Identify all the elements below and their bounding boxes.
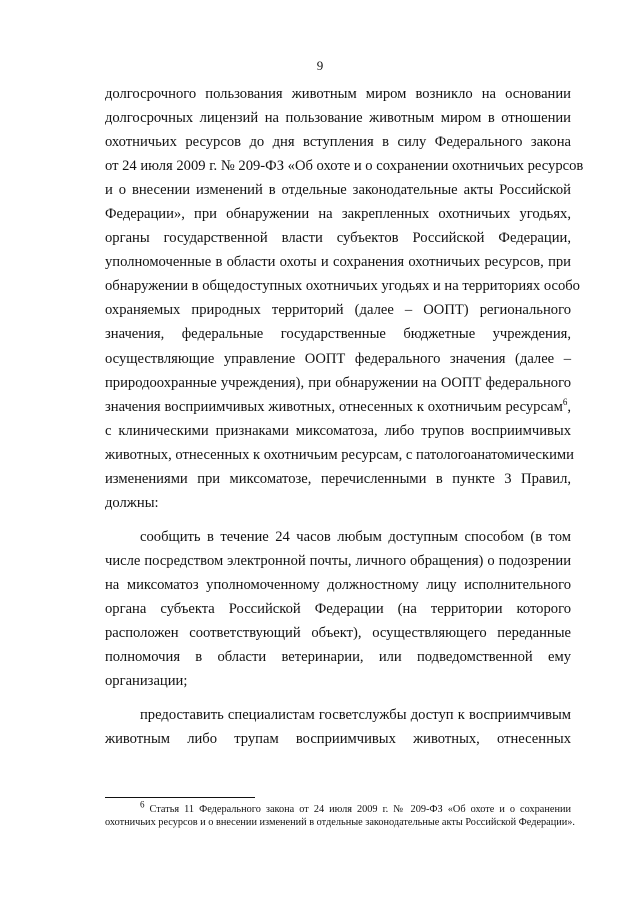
text-line: уполномоченные в области охоты и сохранения охотничьих ресурсов, при [105, 254, 571, 271]
text-line: на миксоматоз уполномоченному должностному лицу исполнительного [105, 576, 571, 593]
text-line: с клиническими признаками миксоматоза, либо трупов восприимчивых [105, 422, 571, 439]
text-line: должны: [105, 494, 159, 511]
paragraph-1 [105, 82, 584, 515]
footnote-line [105, 799, 571, 816]
text-line: организации; [105, 673, 188, 690]
text-line: изменениями при миксоматозе, перечисленными в пункте 3 Правил, [105, 470, 571, 487]
text-line: осуществляющие управление ООПТ федерального значения (далее – [105, 350, 571, 367]
footnote-line: охотничьих ресурсов и о внесении изменений в отдельные законодательные акты Российской Федерации». [105, 817, 576, 828]
text-line: животным либо трупам восприимчивых животных, отнесенных [105, 731, 571, 748]
text-line: долгосрочных лицензий на пользование животным миром в отношении [105, 110, 571, 127]
footnote [105, 799, 576, 829]
footnote-divider [105, 797, 255, 798]
text-line: охраняемых природных территорий (далее – ООПТ) регионального [105, 302, 571, 319]
footnote-text: Статья 11 Федерального закона от 24 июля 2009 г. № 209-ФЗ «Об охоте и о сохранении [149, 804, 571, 815]
text-line: и о внесении изменений в отдельные законодательные акты Российской [105, 182, 571, 199]
text-line: Федерации», при обнаружении на закрепленных охотничьих угодьях, [105, 206, 571, 223]
text-line: числе посредством электронной почты, личного обращения) о подозрении [105, 552, 571, 569]
text-line: значения, федеральные государственные бюджетные учреждения, [105, 326, 571, 343]
text-line: долгосрочного пользования животным миром возникло на основании [105, 86, 571, 102]
text-line-content: значения восприимчивых животных, отнесенных к охотничьим ресурсам [105, 398, 563, 415]
text-line: сообщить в течение 24 часов любым доступным способом (в том [140, 528, 571, 545]
footnote-reference[interactable]: 6 [562, 396, 568, 407]
text-line: обнаружении в общедоступных охотничьих угодьях и на территориях особо [105, 278, 580, 295]
body-text [105, 82, 584, 751]
text-line: от 24 июля 2009 г. № 209-ФЗ «Об охоте и о сохранении охотничьих ресурсов [105, 158, 584, 175]
text-line: предоставить специалистам госветслужбы доступ к восприимчивым [140, 707, 571, 724]
paragraph-3 [105, 703, 571, 751]
text-line: животных, отнесенных к охотничьим ресурсам, с патологоанатомическими [105, 446, 574, 463]
text-line: органы государственной власти субъектов Российской Федерации, [105, 230, 571, 247]
text-line: природоохранные учреждения), при обнаружении на ООПТ федерального [105, 374, 571, 391]
footnote-number: 6 [140, 799, 145, 810]
page-number: 9 [316, 58, 324, 73]
text-line: полномочия в области ветеринарии, или подведомственной ему [105, 649, 571, 666]
text-line: органа субъекта Российской Федерации (на территории которого [105, 600, 571, 617]
text-line: расположен соответствующий объект), осуществляющего переданные [105, 625, 571, 642]
text-line: охотничьих ресурсов до дня вступления в силу Федерального закона [105, 134, 571, 151]
paragraph-2 [105, 525, 571, 693]
text-line-with-footnote: значения восприимчивых животных, отнесенных к охотничьим ресурсам$^6$, [105, 396, 571, 415]
